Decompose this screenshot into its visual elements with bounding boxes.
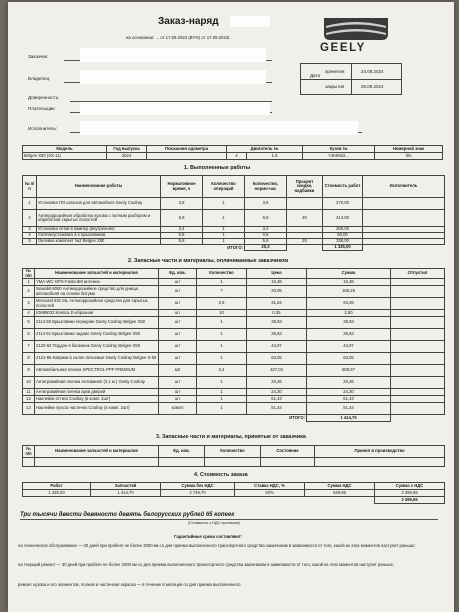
table-row (23, 176, 445, 198)
table-cell: 10 (23, 377, 35, 389)
table-cell: Автомобильная пленка SPECTROL PPF PREMIUM (35, 365, 159, 377)
executor-label: Исполнитель: (28, 126, 58, 131)
vehicle-header: Двигатель № (227, 146, 303, 153)
cost-no-vat: 2 749,70 (161, 490, 235, 497)
parts-header: № п/п (23, 269, 35, 279)
table-cell: 7 (197, 286, 247, 298)
table-cell (23, 458, 35, 467)
parts-title: 2. Запасные части и материалы, оплачиваемые заказчиком (128, 258, 289, 264)
table-cell (363, 210, 445, 227)
date-label: Дата (310, 73, 320, 78)
works-header: Количество, нормо-час (245, 176, 287, 198)
table-cell: 7 (23, 341, 35, 353)
customer-parts-header: Наименование запчастей и материалов (35, 446, 159, 458)
table-cell (363, 245, 445, 251)
parts-total-row (23, 415, 445, 422)
table-cell: 12 (23, 396, 35, 403)
vehicle-odometer (147, 153, 227, 160)
customer-parts-header: Принял в производство (315, 446, 445, 458)
cost-header: Запчастей (91, 483, 161, 490)
works-header: № п/п (23, 176, 37, 198)
table-cell: 270,00 (323, 198, 363, 210)
cost-header: Работ (23, 483, 91, 490)
table-cell: 51,44 (247, 403, 307, 415)
table-cell: 16,36 (247, 279, 307, 286)
table-cell: шт (159, 341, 197, 353)
cost-works: 1 335,00 (23, 490, 91, 497)
table-cell (205, 458, 261, 467)
table-cell: Nowabit 6000 Антикоррозийное средство для днища автомобиля на основе битума (35, 286, 159, 298)
table-cell: шт (159, 298, 197, 310)
works-total-cost: 1 335,00 (323, 245, 363, 251)
table-cell: Установка ПО шлюзов для автомобиля Geely Coolray (37, 198, 161, 210)
table-cell (287, 245, 323, 251)
table-cell: 2 (23, 286, 35, 298)
table-row (23, 483, 445, 490)
table-row (23, 329, 445, 341)
table-cell: 1 (197, 389, 247, 396)
table-cell: 16,36 (307, 279, 391, 286)
table-cell: 1 (197, 279, 247, 286)
amount-in-words: Три тысячи двести девяносто девять белорусских рублей 65 копеек (20, 512, 235, 518)
table-cell: 414,00 (323, 210, 363, 227)
vehicle-year: 2024 (107, 153, 147, 160)
parts-table (22, 268, 445, 422)
customer-parts-header: № п/п (23, 446, 35, 458)
cost-title: 4. Стоимость заказа (194, 472, 248, 478)
table-cell: компл (159, 403, 197, 415)
table-cell: Наклейки пульта частично Coolray (в комп. 2шт) (35, 403, 159, 415)
table-cell: 1 (203, 227, 245, 233)
table-cell: 1 (203, 210, 245, 227)
vehicle-header: Кузов № (303, 146, 375, 153)
closed-date: 25.09.2024 (361, 84, 384, 89)
table-cell: 9 (23, 365, 35, 377)
cost-parts: 1 414,70 (91, 490, 161, 497)
table-cell (391, 377, 445, 389)
work-order-document (8, 2, 454, 612)
owner-label: Владелец: (28, 76, 51, 81)
amount-note: (Стоимость с НДС прописью) (188, 521, 240, 525)
customer-parts-header: Состояние (261, 446, 315, 458)
table-cell: шт (159, 317, 197, 329)
redacted-payer (80, 102, 270, 115)
vehicle-body: Y4K8822... (303, 153, 375, 160)
table-cell: 30,05 (247, 286, 307, 298)
table-cell: 6 (23, 329, 35, 341)
customer-parts-table (22, 445, 445, 467)
cost-vat-rate: 20% (235, 490, 305, 497)
table-row (23, 365, 445, 377)
table-cell (391, 298, 445, 310)
table-cell (23, 497, 91, 504)
works-title: 1. Выполненные работы (184, 165, 251, 171)
table-cell: 63,05 (307, 353, 391, 365)
table-cell: 2114-51 Брызговики задние Geely Coolray Belgee X50 (35, 329, 159, 341)
vehicle-engine: 4 (227, 153, 247, 160)
table-row (23, 198, 445, 210)
works-header: Количество операций (203, 176, 245, 198)
table-cell: 0,6 (161, 233, 203, 239)
parts-total-label: ИТОГО: (289, 415, 305, 421)
amount-line (20, 519, 438, 520)
table-cell (391, 415, 445, 422)
table-cell: 255,00 (323, 227, 363, 233)
table-cell: шт (159, 286, 197, 298)
vehicle-header: Год выпуска (107, 146, 147, 153)
table-cell (391, 341, 445, 353)
table-row (23, 377, 445, 389)
table-cell (159, 458, 205, 467)
customer-parts-title: 3. Запасные части и материалы, принятые от заказчика (156, 434, 306, 440)
table-row (23, 269, 445, 279)
table-row (23, 153, 443, 160)
table-row (23, 353, 445, 365)
table-row (23, 279, 445, 286)
table-cell (35, 415, 159, 422)
table-cell: 2,4 (197, 365, 247, 377)
table-cell: шт (159, 396, 197, 403)
cost-table (22, 482, 445, 504)
table-cell: 63,05 (247, 353, 307, 365)
cost-grand-total: 3 299,65 (375, 497, 445, 504)
table-cell: 1 (197, 341, 247, 353)
table-row (23, 458, 445, 467)
table-cell: 44,97 (307, 341, 391, 353)
works-header: Наименование работы (37, 176, 161, 198)
warranty-2: на текущий ремонт — 30 дней при пробеге не более 2000 км со дня приема выполненного транспортного средства заказчиком в зависимости от того, какой из этих моментов наступит раньше; (18, 562, 394, 567)
table-cell: 44,97 (247, 341, 307, 353)
vehicle-header: Показания одометра (147, 146, 227, 153)
redacted-customer (80, 48, 266, 62)
warranty-3: ремонт кузова и его элементов, полная и частичная окраска — в течение 6 месяцев со дня приема выполненного (18, 582, 241, 587)
cost-vat: 549,95 (305, 490, 375, 497)
table-cell: Mercasol 831 ML Антикоррозийное средство для скрытых полостей (35, 298, 159, 310)
table-cell: 3,8 (161, 198, 203, 210)
table-cell: 5 (23, 317, 35, 329)
table-cell: 1 (197, 353, 247, 365)
parts-header: Наименование запчастей и материалов (35, 269, 159, 279)
table-cell: 3 (23, 298, 35, 310)
vehicle-header: Модель (23, 146, 107, 153)
warranty-title: Гарантийные сроки составляют: (174, 534, 243, 539)
table-cell (91, 497, 161, 504)
table-cell (391, 329, 445, 341)
table-cell: 0,35 (247, 310, 307, 317)
table-cell: 51,44 (307, 403, 391, 415)
table-cell: 8 (23, 353, 35, 365)
table-row (23, 298, 445, 310)
table-cell: 24,30 (307, 389, 391, 396)
brand-name: GEELY (320, 42, 366, 54)
table-cell (197, 415, 247, 422)
works-total-label: ИТОГО: (227, 244, 243, 250)
table-cell: 808,87 (307, 365, 391, 377)
accepted-label: принятия (325, 69, 345, 74)
table-cell: Установка сетки в бампер (внутренняя) (37, 227, 161, 233)
table-cell: шт (159, 377, 197, 389)
table-cell: 1 (197, 403, 247, 415)
works-header: Стоимость работ (323, 176, 363, 198)
parts-header: Ед. изм. (159, 269, 197, 279)
table-row (23, 341, 445, 353)
table-row (23, 286, 445, 298)
power-of-attorney-label: Доверенность: (28, 95, 60, 100)
table-cell: м2 (159, 365, 197, 377)
customer-label: Заказчик: (28, 54, 49, 59)
table-cell (305, 497, 375, 504)
table-cell: 3,8 (245, 198, 287, 210)
table-cell: 20 (287, 210, 323, 227)
table-cell: 1 (203, 239, 245, 245)
table-cell: 6,9 (161, 210, 203, 227)
payer-label: Плательщик: (28, 106, 56, 111)
redacted-executor (80, 121, 358, 135)
table-cell: Оклейка комплект №2 Belgee X50 (37, 239, 161, 245)
cost-header: Ставка НДС, % (235, 483, 305, 490)
table-row (23, 389, 445, 396)
table-cell (391, 286, 445, 298)
table-cell: 1 (197, 377, 247, 389)
table-cell: 3,4 (245, 227, 287, 233)
table-cell: 1 (197, 329, 247, 341)
table-cell: 2121-65 Коврики в салон литьевые Geely Coolray Belgee X-50 (35, 353, 159, 365)
table-cell: YMA-WC-GPS-Fasta-6M антенна (35, 279, 159, 286)
works-total-hours: 20,3 (245, 245, 287, 251)
redacted-owner (80, 70, 266, 84)
table-cell: 1 (23, 279, 35, 286)
table-cell: 20,26 (307, 377, 391, 389)
table-cell: шт (159, 329, 197, 341)
table-row (23, 446, 445, 458)
table-cell: 3 (23, 227, 37, 233)
parts-header: Отпустил (391, 269, 445, 279)
parts-header: Количество (197, 269, 247, 279)
table-cell: Снятие/установка 4-х брызговиков (37, 233, 161, 239)
table-cell (315, 458, 445, 467)
table-cell: шт (159, 353, 197, 365)
table-cell (159, 415, 197, 422)
table-cell: 31,64 (247, 298, 307, 310)
table-cell: IO689032 Клипса D-образная (35, 310, 159, 317)
table-cell: 168,26 (307, 286, 391, 298)
vehicle-header: Номерной знак (375, 146, 443, 153)
table-row (23, 403, 445, 415)
table-cell: шт (159, 279, 197, 286)
table-cell (391, 279, 445, 286)
table-cell (391, 353, 445, 365)
table-cell: 1 (197, 317, 247, 329)
table-cell: 5,6 (161, 239, 203, 245)
dates-box (300, 63, 402, 95)
table-cell: 4 (23, 310, 35, 317)
table-cell (161, 245, 203, 251)
table-cell: 1 (203, 233, 245, 239)
works-total-row (23, 245, 445, 251)
works-header: Исполнитель (363, 176, 445, 198)
table-row (23, 317, 445, 329)
table-cell: Антигравийная пленка Антивинил (0,1 м.) Geely Coolray (35, 377, 159, 389)
table-row (23, 146, 443, 153)
table-cell: 2114-50 Брызговики передние Geely Coolray Belgee X50 (35, 317, 159, 329)
table-cell: шт (159, 310, 197, 317)
table-cell: 0,6 (245, 233, 287, 239)
cost-header: Сумма без НДС (161, 483, 235, 490)
table-cell: 2,80 (307, 310, 391, 317)
table-row (23, 210, 445, 227)
table-cell: 5 (23, 239, 37, 245)
parts-header: Цена (247, 269, 307, 279)
vehicle-engine-volume: 1.5 (247, 153, 303, 160)
table-cell: Антигравийная пленка арки дверей (35, 389, 159, 396)
table-cell: 11 (23, 389, 35, 396)
accepted-date: 24.09.2024 (361, 69, 384, 74)
customer-parts-header: Ед. изм. (159, 446, 205, 458)
closed-label: закрытия (325, 84, 345, 89)
table-cell (391, 317, 445, 329)
table-cell: 13 (23, 403, 35, 415)
order-basis: на основании: ... от 17.09.2024 (BYN) от 17.09.2024г. (126, 35, 231, 40)
table-cell (287, 198, 323, 210)
table-row (23, 396, 445, 403)
works-table (22, 175, 445, 251)
table-cell: 38,83 (307, 329, 391, 341)
table-cell: 1 (23, 198, 37, 210)
table-cell (363, 198, 445, 210)
redacted-order-number (230, 16, 270, 27)
works-header: Процент скидки, надбавки (287, 176, 323, 198)
table-cell: 1 (203, 198, 245, 210)
table-cell (23, 415, 35, 422)
table-cell: 93,26 (307, 298, 391, 310)
table-cell: 3,4 (161, 227, 203, 233)
table-cell: 2120-62 Поддон в багажник Geely Coolray Belgee X50 (35, 341, 159, 353)
table-row (23, 310, 445, 317)
table-cell (391, 365, 445, 377)
cost-with-vat: 3 299,65 (375, 490, 445, 497)
vehicle-table (22, 145, 443, 160)
table-cell (161, 497, 235, 504)
table-cell: 38,83 (307, 317, 391, 329)
table-cell: 38,83 (247, 329, 307, 341)
table-cell: 1 (197, 396, 247, 403)
warranty-1: на техническое обслуживание — 20 дней при пробеге не более 2000 км со дня приема выполненного транспортного средства заказчиком в зависимости от того, какой из этих моментов наступит раньше; (18, 543, 416, 548)
table-cell (391, 389, 445, 396)
table-cell: 2,5 (197, 298, 247, 310)
table-cell: 2 (23, 210, 37, 227)
table-cell (37, 245, 161, 251)
cost-header: Сумма НДС (305, 483, 375, 490)
works-header: Нормативное время, ч (161, 176, 203, 198)
table-cell: Наклейки оттиск Coolray (в комп. 2шт) (35, 396, 159, 403)
table-cell: 20,26 (247, 377, 307, 389)
table-cell: 61,43 (307, 396, 391, 403)
parts-header: Сумма (307, 269, 391, 279)
table-cell: 38,83 (247, 317, 307, 329)
cost-values-row (23, 490, 445, 497)
table-cell: 10 (197, 310, 247, 317)
table-cell: Антикоррозийная обработка кузова с полным разбором и обработкой скрытых полостей (37, 210, 161, 227)
table-cell: 4 (23, 233, 37, 239)
cost-header: Сумма с НДС (375, 483, 445, 490)
table-cell: 336,00 (323, 239, 363, 245)
table-cell: шт (159, 389, 197, 396)
vehicle-model: Belgee X50 (SX-11) (23, 153, 107, 160)
table-cell (235, 497, 305, 504)
vehicle-plate: б/н (375, 153, 443, 160)
table-cell: 6,9 (245, 210, 287, 227)
table-cell: 24,30 (247, 389, 307, 396)
table-cell: 61,43 (247, 396, 307, 403)
table-cell: 337,03 (247, 365, 307, 377)
table-cell (391, 310, 445, 317)
table-cell (23, 245, 37, 251)
table-row (23, 497, 445, 504)
customer-parts-header: Количество (205, 446, 261, 458)
table-cell: 20 (287, 239, 323, 245)
table-cell: 5,6 (245, 239, 287, 245)
parts-total-value: 1 414,70 (307, 415, 391, 422)
table-cell (261, 458, 315, 467)
table-cell (391, 396, 445, 403)
table-cell (35, 458, 159, 467)
table-cell (391, 403, 445, 415)
table-cell: 60,00 (323, 233, 363, 239)
document-title: Заказ-наряд (158, 16, 219, 27)
